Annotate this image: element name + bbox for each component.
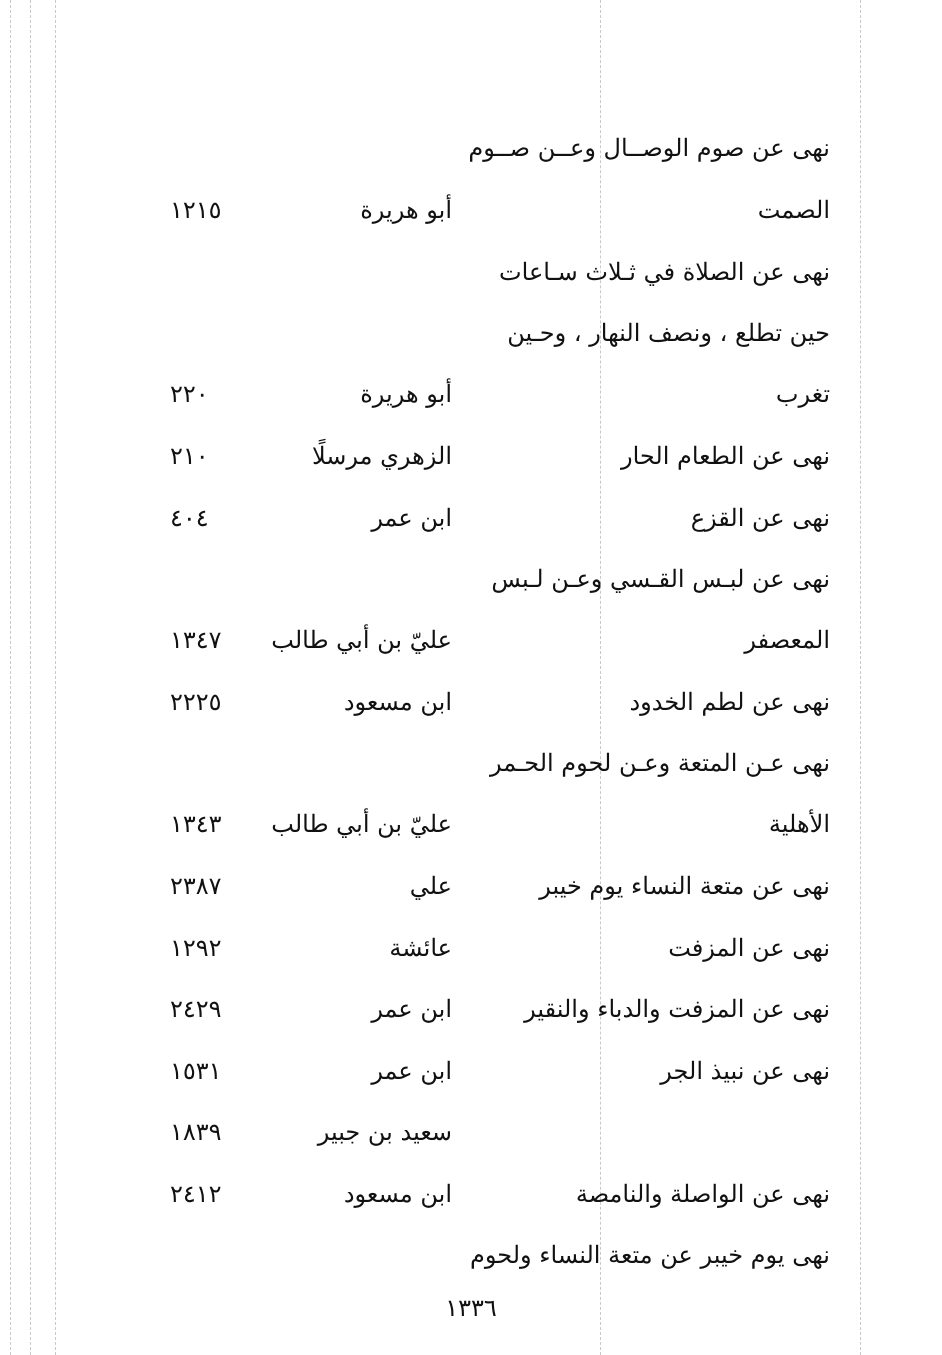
index-entry (0, 374, 942, 414)
index-entry (0, 620, 942, 660)
entry-topic: نهى يوم خيبر عن متعة النساء ولحوم (469, 1241, 830, 1269)
entry-topic: نهى عن متعة النساء يوم خيبر (539, 872, 830, 900)
entry-topic: نهى عن القزع (690, 504, 830, 532)
entry-topic: نهى عن المزفت (668, 934, 830, 962)
entry-topic: حين تطلع ، ونصف النهار ، وحـين (507, 319, 830, 347)
entry-narrator: علي (409, 872, 452, 900)
entry-narrator: أبو هريرة (360, 380, 452, 408)
entry-hadith-number: ٢٤١٢ (170, 1180, 222, 1208)
entry-narrator: عليّ بن أبي طالب (271, 810, 452, 838)
index-entry (0, 928, 942, 968)
index-entry (0, 682, 942, 722)
entry-narrator: ابن عمر (371, 995, 452, 1023)
entry-hadith-number: ١٢٩٢ (170, 934, 222, 962)
entry-hadith-number: ٢١٠ (170, 442, 209, 470)
entry-hadith-number: ٤٠٤ (170, 504, 209, 532)
entry-topic: المعصفر (744, 626, 830, 654)
index-entry (0, 866, 942, 906)
entry-hadith-number: ١٣٤٣ (170, 810, 222, 838)
entry-topic: نهى عن الصلاة في ثـلاث سـاعات (499, 258, 830, 286)
index-entry (0, 436, 942, 476)
entry-topic: نهى عن الواصلة والنامصة (575, 1180, 830, 1208)
entry-hadith-number: ١٣٤٧ (170, 626, 222, 654)
page-number: ١٣٣٦ (445, 1294, 497, 1322)
entry-topic: الصمت (757, 196, 830, 224)
index-entry (0, 1174, 942, 1214)
entry-narrator: ابن عمر (371, 504, 452, 532)
index-entry (0, 804, 942, 844)
entry-topic: نهى عن لبـس القـسي وعـن لـبس (491, 565, 830, 593)
entry-hadith-number: ١٢١٥ (170, 196, 222, 224)
entry-narrator: عليّ بن أبي طالب (271, 626, 452, 654)
entry-hadith-number: ١٨٣٩ (170, 1118, 222, 1146)
entry-hadith-number: ٢٣٨٧ (170, 872, 222, 900)
entry-topic: تغرب (775, 380, 830, 408)
entry-topic: نهى عن المزفت والدباء والنقير (524, 995, 830, 1023)
entry-narrator: ابن مسعود (343, 688, 452, 716)
index-entry (0, 1051, 942, 1091)
entry-narrator: ابن مسعود (343, 1180, 452, 1208)
entry-hadith-number: ٢٢٠ (170, 380, 209, 408)
entry-hadith-number: ١٥٣١ (170, 1057, 222, 1085)
entry-topic: نهى عن الطعام الحار (620, 442, 830, 470)
entry-hadith-number: ٢٢٢٥ (170, 688, 222, 716)
entry-topic: نهى عن لطم الخدود (629, 688, 830, 716)
index-entry (0, 989, 942, 1029)
entry-hadith-number: ٢٤٢٩ (170, 995, 222, 1023)
entry-narrator: سعيد بن جبير (317, 1118, 452, 1146)
index-entry (0, 313, 942, 353)
index-entry (0, 743, 942, 783)
index-entry (0, 128, 942, 168)
index-entry (0, 559, 942, 599)
index-entry (0, 1112, 942, 1152)
index-entry (0, 1235, 942, 1275)
entry-narrator: الزهري مرسلًا (311, 442, 452, 470)
entry-topic: نهى عـن المتعة وعـن لحوم الحـمر (490, 749, 830, 777)
entry-narrator: عائشة (389, 934, 452, 962)
index-entry (0, 190, 942, 230)
entry-topic: نهى عن صوم الوصــال وعــن صــوم (468, 134, 830, 162)
entry-narrator: ابن عمر (371, 1057, 452, 1085)
entry-topic: نهى عن نبيذ الجر (660, 1057, 830, 1085)
entry-topic: الأهلية (768, 810, 830, 838)
index-entry (0, 498, 942, 538)
entry-narrator: أبو هريرة (360, 196, 452, 224)
index-entry (0, 252, 942, 292)
